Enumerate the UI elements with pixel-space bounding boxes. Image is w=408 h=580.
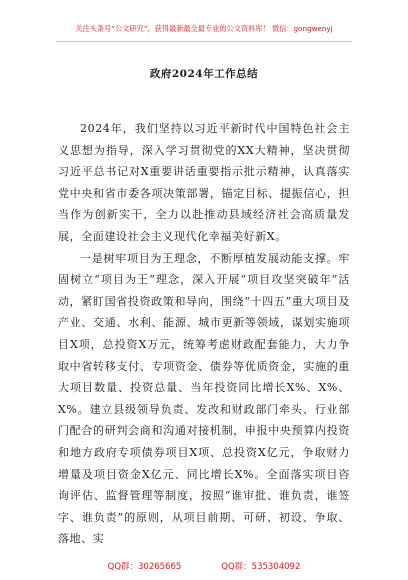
footer-qq-group-1: QQ群：30265665 [107, 562, 182, 572]
header-divider [56, 41, 352, 42]
header-notice: 关注头条号“公文研究”，获得最新最全最专业的公文资料库！ 微信：gongwenyj [75, 24, 333, 33]
document-title: 政府2024年工作总结 [149, 68, 259, 80]
footer-qq-group-2: QQ群：535304092 [221, 562, 301, 572]
paragraph-intro: 2024年，我们坚持以习近平新时代中国特色社会主义思想为指导，深入学习贯彻党的XX大精神，坚决贯彻习近平总书记对X重要讲话重要指示批示精神，认真落实党中央和省市委各项决策部署，锚定目标、提振信心，担当作为创新实干，全力以赴推动县域经济社会高质量发展，全面建设社会主义现代化幸福美好新X。 [58, 122, 350, 243]
paragraph-project: 一是树牢项目为王理念，不断厚植发展动能支撑。牢固树立“项目为王”理念，深入开展“项目攻坚突破年”活动，紧盯国省投资政策和导向，围绕“十四五”重大项目及产业、交通、水利、能源、城市更新等领域，谋划实施项目X项，总投资X万元，统筹考虑财政配套能力，大力争取中省转移支付、专项资金、债券等优质资金，实施的重大项目数量、投资总量、当年投资同比增长X%、X%、X%。建立县级领导负责、发改和财政部门牵头、行业部门配合的研判会商和沟通对接机制，申报中央预算内投资和地方政府专项债券项目X项、总投资X亿元，争取财力增量及项目资金X亿元、同比增长X%。全面落实项目咨询评估、监督管理等制度，按照“谁审批、谁负责，谁签字、谁负责”的原则，从项目前期、可研、初设、争取、落地、实 [58, 251, 350, 546]
footer-contact [0, 560, 408, 572]
document-body [58, 118, 350, 550]
